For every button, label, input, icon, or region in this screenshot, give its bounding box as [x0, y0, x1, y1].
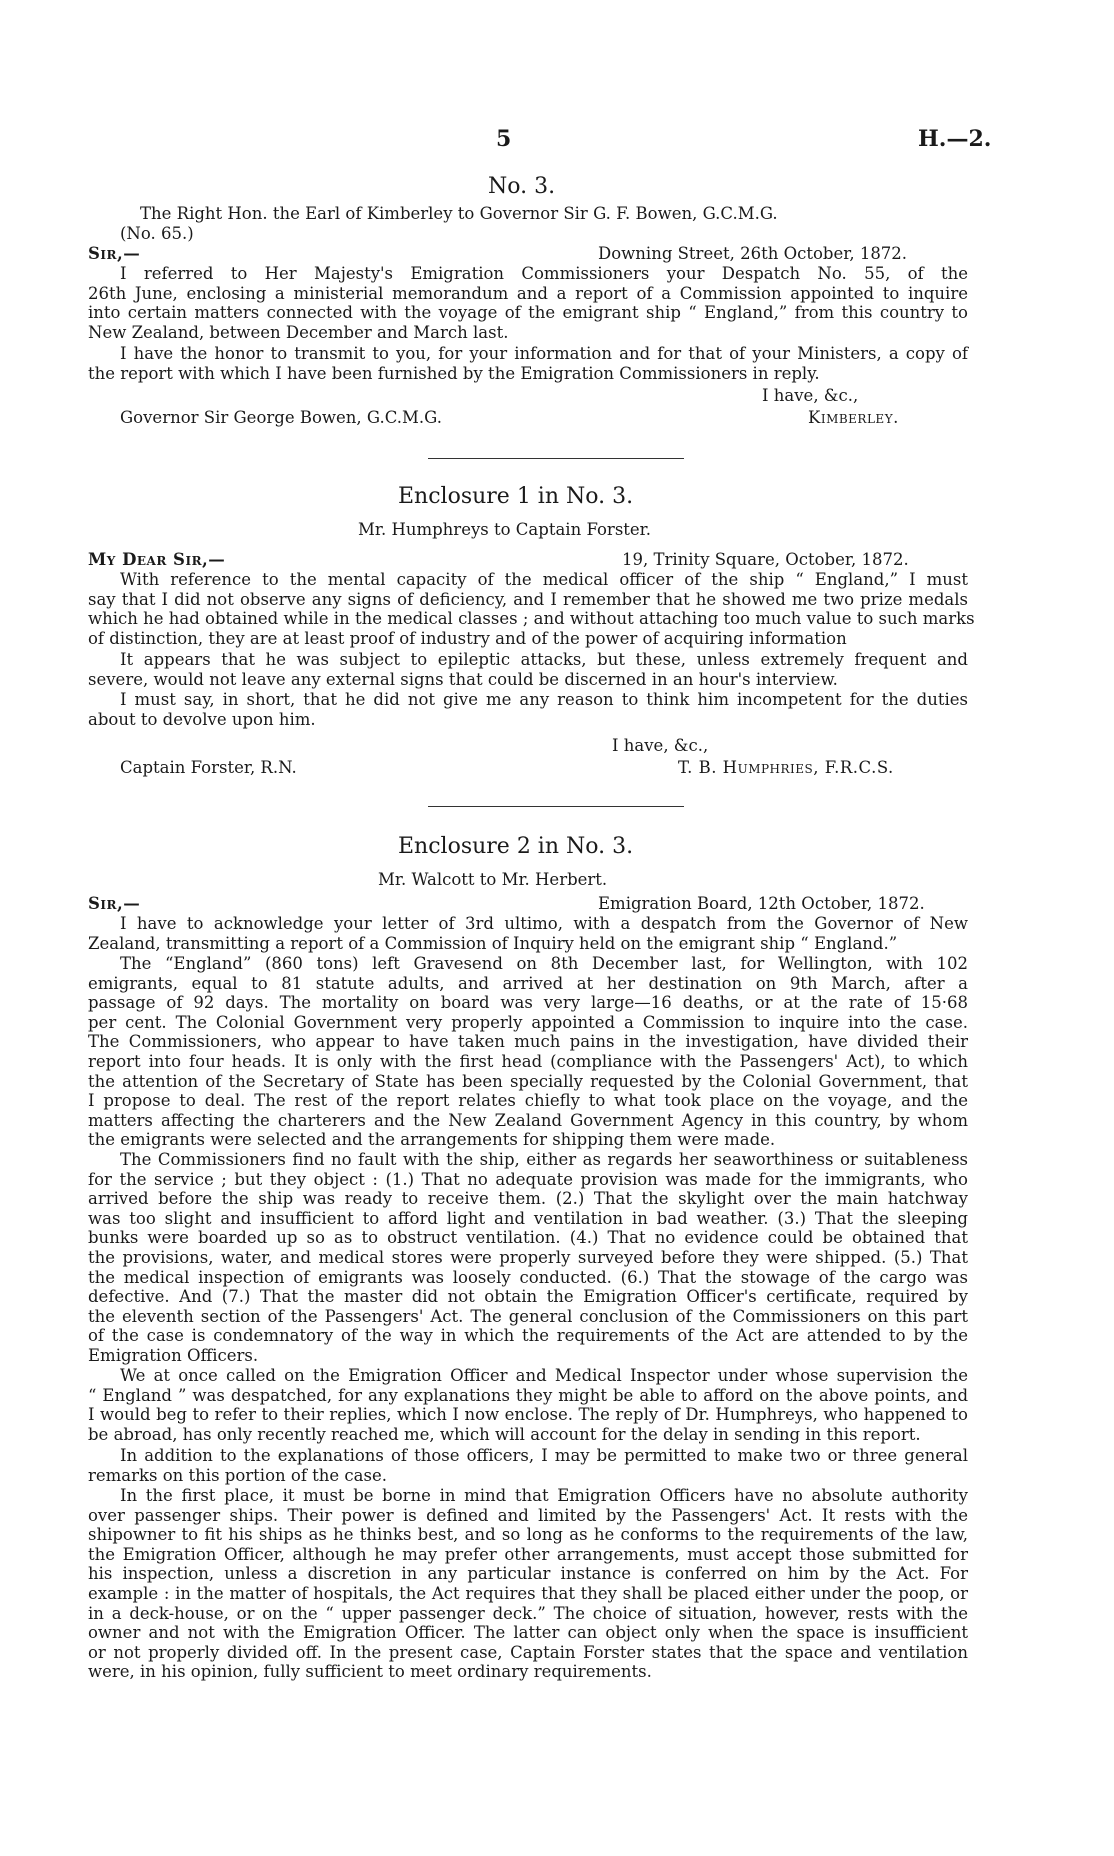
letter-heading-no3: No. 3. — [488, 174, 556, 199]
no3-place-date: Downing Street, 26th October, 1872. — [598, 244, 908, 263]
no3-paragraph-2: I have the honor to transmit to you, for your information and for that of your Ministers, a copy of the report with which I have been furnished by the Emigration Commissioners in reply. — [88, 344, 968, 383]
no3-paragraph-1: I referred to Her Majesty's Emigration Commissioners your Despatch No. 55, of the 26th June, enclosing a ministerial memorandum and a report of a Commission appointed to inquire into certain matters connected with the voyage of the emigrant ship “ England,” from this country to New Zealand, between December and March last. — [88, 264, 968, 342]
enc2-place-date: Emigration Board, 12th October, 1872. — [598, 894, 925, 913]
enclosure-2-heading: Enclosure 2 in No. 3. — [398, 834, 634, 859]
enc1-paragraph-1: With reference to the mental capacity of the medical officer of the ship “ England,” I must say that I did not observe any signs of deficiency, and I remember that he showed me two prize medals which he had obtained while in the medical classes ; and without attaching too much value to such marks of distinction, they are at least proof of industry and of the power of acquiring information — [88, 570, 975, 648]
section-divider — [428, 806, 684, 807]
enclosure-1-heading: Enclosure 1 in No. 3. — [398, 484, 634, 509]
enc1-closing: I have, &c., — [612, 736, 709, 755]
enc1-salutation: My Dear Sir,— — [88, 550, 226, 569]
enc2-paragraph-3: The Commissioners find no fault with the ship, either as regards her seaworthiness or suitableness for the service ; but they object : (1.) That no adequate provision was made for the immigrants, who arrived before the ship was ready to receive them. (2.) That the skylight over the main hatchway was too slight and insufficient to afford light and ventilation in bad weather. (3.) That the sleeping bunks were boarded up so as to obstruct ventilation. (4.) That no evidence could be obtained that the provisions, water, and medical stores were properly surveyed before they were shipped. (5.) That the medical inspection of emigrants was loosely conducted. (6.) That the stowage of the cargo was defective. And (7.) That the master did not obtain the Emigration Officer's certificate, required by the eleventh section of the Passengers' Act. The general conclusion of the Commissioners on this part of the case is condemnatory of the way in which the requirements of the Act are attended to by the Emigration Officers. — [88, 1150, 968, 1365]
enc1-place-date: 19, Trinity Square, October, 1872. — [622, 550, 909, 569]
enc2-paragraph-2: The “England” (860 tons) left Gravesend on 8th December last, for Wellington, with 102 emigrants, equal to 81 statute adults, and arrived at her destination on 9th March, after a passage of 92 days. The mortality on board was very large—16 deaths, or at the rate of 15·68 per cent. The Colonial Government very properly appointed a Commission to inquire into the case. The Commissioners, who appear to have taken much pains in the investigation, have divided their report into four heads. It is only with the first head (compliance with the Passengers' Act), to which the attention of the Secretary of State has been specially requested by the Colonial Government, that I propose to deal. The rest of the report relates chiefly to what took place on the voyage, and the matters affecting the charterers and the New Zealand Government Agency in this country, by whom the emigrants were selected and the arrangements for shipping them were made. — [88, 954, 968, 1150]
no3-despatch-ref: (No. 65.) — [120, 224, 194, 243]
no3-from-to: The Right Hon. the Earl of Kimberley to Governor Sir G. F. Bowen, G.C.M.G. — [140, 204, 778, 223]
section-divider — [428, 458, 684, 459]
enc2-paragraph-1: I have to acknowledge your letter of 3rd ultimo, with a despatch from the Governor of New Zealand, transmitting a report of a Commission of Inquiry held on the emigrant ship “ England.” — [88, 914, 968, 953]
enc2-salutation: Sir,— — [88, 894, 141, 913]
enc1-paragraph-2: It appears that he was subject to epileptic attacks, but these, unless extremely frequent and severe, would not leave any external signs that could be discerned in an hour's interview. — [88, 650, 968, 689]
enc2-paragraph-6: In the first place, it must be borne in mind that Emigration Officers have no absolute authority over passenger ships. Their power is defined and limited by the Passengers' Act. It rests with the shipowner to fit his ships as he thinks best, and so long as he conforms to the requirements of the law, the Emigration Officer, although he may prefer other arrangements, must accept those submitted for his inspection, unless a discretion in any particular instance is conferred on him by the Act. For example : in the matter of hospitals, the Act requires that they shall be placed either under the poop, or in a deck-house, or on the “ upper passenger deck.” The choice of situation, however, rests with the owner and not with the Emigration Officer. The latter can object only when the space is insufficient or not properly divided off. In the present case, Captain Forster states that the space and ventilation were, in his opinion, fully sufficient to meet ordinary requirements. — [88, 1486, 968, 1682]
enc1-addressee: Captain Forster, R.N. — [120, 758, 297, 777]
page-number: 5 — [496, 126, 512, 152]
no3-closing: I have, &c., — [762, 386, 859, 405]
enc1-from-to: Mr. Humphreys to Captain Forster. — [358, 520, 651, 539]
enc2-from-to: Mr. Walcott to Mr. Herbert. — [378, 870, 608, 889]
document-reference: H.—2. — [918, 126, 992, 152]
enc1-paragraph-3: I must say, in short, that he did not give me any reason to think him incompetent for the duties about to devolve upon him. — [88, 690, 968, 729]
enc1-signature: T. B. Humphries, F.R.C.S. — [678, 758, 894, 777]
enc2-paragraph-5: In addition to the explanations of those officers, I may be permitted to make two or three general remarks on this portion of the case. — [88, 1446, 968, 1485]
no3-salutation: Sir,— — [88, 244, 141, 263]
enc2-paragraph-4: We at once called on the Emigration Officer and Medical Inspector under whose supervision the “ England ” was despatched, for any explanations they might be able to afford on the above points, and I would beg to refer to their replies, which I now enclose. The reply of Dr. Humphreys, who happened to be abroad, has only recently reached me, which will account for the delay in sending in this report. — [88, 1366, 968, 1444]
no3-addressee: Governor Sir George Bowen, G.C.M.G. — [120, 408, 442, 427]
no3-signature: Kimberley. — [808, 408, 899, 427]
